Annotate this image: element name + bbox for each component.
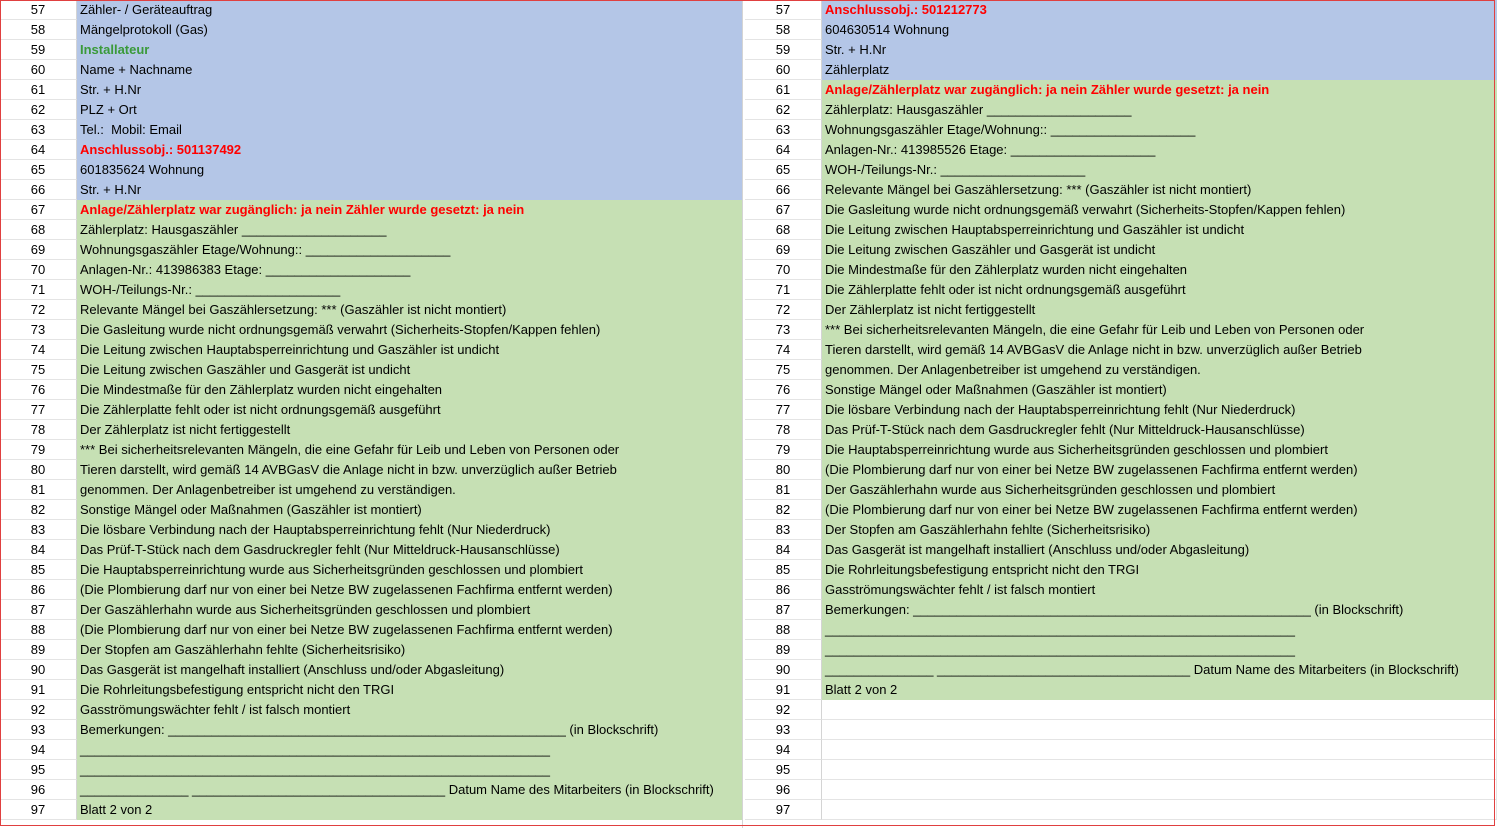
row-number[interactable]: 73 xyxy=(0,320,77,340)
sheet-row xyxy=(0,420,745,440)
sheet-row xyxy=(0,660,745,680)
row-number[interactable]: 57 xyxy=(0,0,77,20)
sheet-row xyxy=(0,160,745,180)
right-sheet-pane xyxy=(745,0,1497,820)
cell[interactable] xyxy=(822,740,1497,760)
cell[interactable]: Die Leitung zwischen Gaszähler und Gasgerät ist undicht xyxy=(822,240,1497,260)
cell[interactable]: Relevante Mängel bei Gaszählersetzung: *** (Gaszähler ist nicht montiert) xyxy=(822,180,1497,200)
cell[interactable]: Die Hauptabsperreinrichtung wurde aus Sicherheitsgründen geschlossen und plombiert xyxy=(77,560,745,580)
row-number[interactable]: 60 xyxy=(745,60,822,80)
row-number[interactable]: 71 xyxy=(745,280,822,300)
cell[interactable]: Die Leitung zwischen Hauptabsperreinrichtung und Gaszähler ist undicht xyxy=(822,220,1497,240)
row-number[interactable]: 80 xyxy=(745,460,822,480)
cell[interactable]: Bemerkungen: _______________________________________________________ (in Blockschrift) xyxy=(77,720,745,740)
row-number[interactable]: 69 xyxy=(0,240,77,260)
sheet-row xyxy=(0,20,745,40)
cell[interactable]: (Die Plombierung darf nur von einer bei Netze BW zugelassenen Fachfirma entfernt werden) xyxy=(77,620,745,640)
sheet-row xyxy=(745,720,1497,740)
row-number[interactable]: 59 xyxy=(745,40,822,60)
cell[interactable]: (Die Plombierung darf nur von einer bei Netze BW zugelassenen Fachfirma entfernt werden) xyxy=(822,460,1497,480)
row-number[interactable]: 96 xyxy=(0,780,77,800)
cell[interactable]: Str. + H.Nr xyxy=(822,40,1497,60)
cell[interactable]: Der Gaszählerhahn wurde aus Sicherheitsgründen geschlossen und plombiert xyxy=(77,600,745,620)
cell[interactable]: *** Bei sicherheitsrelevanten Mängeln, die eine Gefahr für Leib und Leben von Personen oder xyxy=(822,320,1497,340)
sheet-row xyxy=(745,800,1497,820)
sheet-row xyxy=(745,240,1497,260)
cell[interactable]: Der Zählerplatz ist nicht fertiggestellt xyxy=(822,300,1497,320)
row-number[interactable]: 88 xyxy=(745,620,822,640)
cell[interactable]: Der Gaszählerhahn wurde aus Sicherheitsgründen geschlossen und plombiert xyxy=(822,480,1497,500)
sheet-row xyxy=(745,20,1497,40)
cell[interactable]: Tel.: Mobil: Email xyxy=(77,120,745,140)
cell[interactable]: Die Zählerplatte fehlt oder ist nicht ordnungsgemäß ausgeführt xyxy=(77,400,745,420)
cell[interactable]: Die Leitung zwischen Hauptabsperreinrichtung und Gaszähler ist undicht xyxy=(77,340,745,360)
cell[interactable]: Anlage/Zählerplatz war zugänglich: ja nein Zähler wurde gesetzt: ja nein xyxy=(77,200,745,220)
sheet-row xyxy=(745,300,1497,320)
sheet-row xyxy=(0,320,745,340)
row-number[interactable]: 59 xyxy=(0,40,77,60)
row-number[interactable]: 81 xyxy=(745,480,822,500)
sheet-row xyxy=(745,40,1497,60)
sheet-row xyxy=(0,100,745,120)
row-number[interactable]: 66 xyxy=(745,180,822,200)
row-number[interactable]: 84 xyxy=(745,540,822,560)
sheet-row xyxy=(0,680,745,700)
row-number[interactable]: 86 xyxy=(745,580,822,600)
sheet-row xyxy=(0,620,745,640)
cell[interactable]: Sonstige Mängel oder Maßnahmen (Gaszähler ist montiert) xyxy=(77,500,745,520)
cell[interactable]: _________________________________________________________________ xyxy=(77,760,745,780)
cell[interactable]: genommen. Der Anlagenbetreiber ist umgehend zu verständigen. xyxy=(822,360,1497,380)
row-number[interactable]: 76 xyxy=(0,380,77,400)
row-number[interactable]: 88 xyxy=(0,620,77,640)
sheet-row xyxy=(0,600,745,620)
cell[interactable]: Tieren darstellt, wird gemäß 14 AVBGasV die Anlage nicht in bzw. unverzüglich außer Betrieb xyxy=(77,460,745,480)
row-number[interactable]: 71 xyxy=(0,280,77,300)
cell[interactable]: _______________ ___________________________________ Datum Name des Mitarbeiters (in Blockschrift) xyxy=(77,780,745,800)
sheet-row xyxy=(745,640,1497,660)
sheet-row xyxy=(745,460,1497,480)
sheet-row xyxy=(745,740,1497,760)
sheet-row xyxy=(745,540,1497,560)
sheet-row xyxy=(0,360,745,380)
row-number[interactable]: 92 xyxy=(745,700,822,720)
sheet-row xyxy=(745,560,1497,580)
row-number[interactable]: 93 xyxy=(0,720,77,740)
sheet-row xyxy=(0,560,745,580)
sheet-row xyxy=(745,0,1497,20)
row-number[interactable]: 62 xyxy=(745,100,822,120)
cell[interactable]: Name + Nachname xyxy=(77,60,745,80)
sheet-row xyxy=(745,580,1497,600)
cell[interactable]: 601835624 Wohnung xyxy=(77,160,745,180)
row-number[interactable]: 70 xyxy=(0,260,77,280)
sheet-row xyxy=(0,180,745,200)
cell[interactable]: Der Zählerplatz ist nicht fertiggestellt xyxy=(77,420,745,440)
sheet-row xyxy=(745,360,1497,380)
row-number[interactable]: 95 xyxy=(745,760,822,780)
row-number[interactable]: 68 xyxy=(745,220,822,240)
row-number[interactable]: 61 xyxy=(0,80,77,100)
sheet-row xyxy=(745,400,1497,420)
row-number[interactable]: 64 xyxy=(0,140,77,160)
cell[interactable]: Blatt 2 von 2 xyxy=(822,680,1497,700)
row-number[interactable]: 97 xyxy=(0,800,77,820)
row-number[interactable]: 82 xyxy=(745,500,822,520)
cell[interactable]: Die lösbare Verbindung nach der Hauptabsperreinrichtung fehlt (Nur Niederdruck) xyxy=(77,520,745,540)
row-number[interactable]: 60 xyxy=(0,60,77,80)
cell[interactable]: Die Leitung zwischen Gaszähler und Gasgerät ist undicht xyxy=(77,360,745,380)
row-number[interactable]: 70 xyxy=(745,260,822,280)
sheet-row xyxy=(745,140,1497,160)
row-number[interactable]: 89 xyxy=(745,640,822,660)
sheet-row xyxy=(0,460,745,480)
cell[interactable]: Gasströmungswächter fehlt / ist falsch montiert xyxy=(822,580,1497,600)
row-number[interactable]: 63 xyxy=(745,120,822,140)
sheet-row xyxy=(745,80,1497,100)
cell[interactable]: Anschlussobj.: 501212773 xyxy=(822,0,1497,20)
sheet-row xyxy=(745,680,1497,700)
row-number[interactable]: 94 xyxy=(745,740,822,760)
row-number[interactable]: 72 xyxy=(0,300,77,320)
row-number[interactable]: 96 xyxy=(745,780,822,800)
row-number[interactable]: 72 xyxy=(745,300,822,320)
row-number[interactable]: 93 xyxy=(745,720,822,740)
row-number[interactable]: 80 xyxy=(0,460,77,480)
sheet-row xyxy=(0,760,745,780)
cell[interactable] xyxy=(822,700,1497,720)
sheet-row xyxy=(0,540,745,560)
row-number[interactable]: 97 xyxy=(745,800,822,820)
row-number[interactable]: 58 xyxy=(0,20,77,40)
row-number[interactable]: 81 xyxy=(0,480,77,500)
sheet-row xyxy=(0,500,745,520)
cell[interactable]: _________________________________________________________________ xyxy=(822,620,1497,640)
cell[interactable]: WOH-/Teilungs-Nr.: ____________________ xyxy=(77,280,745,300)
sheet-row xyxy=(0,80,745,100)
sheet-row xyxy=(0,800,745,820)
cell[interactable]: Blatt 2 von 2 xyxy=(77,800,745,820)
sheet-row xyxy=(745,120,1497,140)
cell[interactable]: Der Stopfen am Gaszählerhahn fehlte (Sicherheitsrisiko) xyxy=(77,640,745,660)
cell[interactable]: _________________________________________________________________ xyxy=(77,740,745,760)
row-number[interactable]: 65 xyxy=(0,160,77,180)
sheet-row xyxy=(745,600,1497,620)
cell[interactable] xyxy=(822,720,1497,740)
row-number[interactable]: 92 xyxy=(0,700,77,720)
row-number[interactable]: 74 xyxy=(745,340,822,360)
row-number[interactable]: 85 xyxy=(745,560,822,580)
cell[interactable]: Bemerkungen: _______________________________________________________ (in Blockschrift) xyxy=(822,600,1497,620)
row-number[interactable]: 83 xyxy=(745,520,822,540)
sheet-row xyxy=(745,700,1497,720)
row-number[interactable]: 91 xyxy=(745,680,822,700)
row-number[interactable]: 69 xyxy=(745,240,822,260)
sheet-row xyxy=(745,100,1497,120)
row-number[interactable]: 63 xyxy=(0,120,77,140)
sheet-row xyxy=(0,340,745,360)
row-number[interactable]: 86 xyxy=(0,580,77,600)
cell[interactable]: Der Stopfen am Gaszählerhahn fehlte (Sicherheitsrisiko) xyxy=(822,520,1497,540)
row-number[interactable]: 67 xyxy=(745,200,822,220)
row-number[interactable]: 90 xyxy=(0,660,77,680)
row-number[interactable]: 67 xyxy=(0,200,77,220)
sheet-row xyxy=(745,220,1497,240)
sheet-row xyxy=(0,780,745,800)
sheet-row xyxy=(745,520,1497,540)
cell[interactable]: Wohnungsgaszähler Etage/Wohnung:: ____________________ xyxy=(822,120,1497,140)
row-number[interactable]: 74 xyxy=(0,340,77,360)
row-number[interactable]: 79 xyxy=(0,440,77,460)
cell[interactable]: Zählerplatz: Hausgaszähler ____________________ xyxy=(822,100,1497,120)
sheet-row xyxy=(0,40,745,60)
sheet-row xyxy=(745,280,1497,300)
cell[interactable]: Anschlussobj.: 501137492 xyxy=(77,140,745,160)
sheet-row xyxy=(0,440,745,460)
row-number[interactable]: 94 xyxy=(0,740,77,760)
cell[interactable]: WOH-/Teilungs-Nr.: ____________________ xyxy=(822,160,1497,180)
row-number[interactable]: 77 xyxy=(745,400,822,420)
cell[interactable]: Anlagen-Nr.: 413985526 Etage: ____________________ xyxy=(822,140,1497,160)
cell[interactable]: Das Gasgerät ist mangelhaft installiert (Anschluss und/oder Abgasleitung) xyxy=(77,660,745,680)
cell[interactable]: Relevante Mängel bei Gaszählersetzung: *** (Gaszähler ist nicht montiert) xyxy=(77,300,745,320)
cell[interactable]: Zählerplatz: Hausgaszähler ____________________ xyxy=(77,220,745,240)
row-number[interactable]: 91 xyxy=(0,680,77,700)
cell[interactable]: Anlage/Zählerplatz war zugänglich: ja nein Zähler wurde gesetzt: ja nein xyxy=(822,80,1497,100)
cell[interactable]: Tieren darstellt, wird gemäß 14 AVBGasV die Anlage nicht in bzw. unverzüglich außer Betrieb xyxy=(822,340,1497,360)
cell[interactable]: genommen. Der Anlagenbetreiber ist umgehend zu verständigen. xyxy=(77,480,745,500)
sheet-row xyxy=(745,260,1497,280)
cell[interactable]: *** Bei sicherheitsrelevanten Mängeln, die eine Gefahr für Leib und Leben von Personen oder xyxy=(77,440,745,460)
cell[interactable]: Gasströmungswächter fehlt / ist falsch montiert xyxy=(77,700,745,720)
row-number[interactable]: 77 xyxy=(0,400,77,420)
cell[interactable]: Sonstige Mängel oder Maßnahmen (Gaszähler ist montiert) xyxy=(822,380,1497,400)
cell[interactable] xyxy=(822,800,1497,820)
cell[interactable]: Die Gasleitung wurde nicht ordnungsgemäß verwahrt (Sicherheits-Stopfen/Kappen fehlen) xyxy=(822,200,1497,220)
cell[interactable]: (Die Plombierung darf nur von einer bei Netze BW zugelassenen Fachfirma entfernt werden) xyxy=(77,580,745,600)
row-number[interactable]: 64 xyxy=(745,140,822,160)
cell[interactable] xyxy=(822,760,1497,780)
sheet-row xyxy=(745,760,1497,780)
cell[interactable]: Die lösbare Verbindung nach der Hauptabsperreinrichtung fehlt (Nur Niederdruck) xyxy=(822,400,1497,420)
sheet-row xyxy=(745,660,1497,680)
sheet-row xyxy=(745,60,1497,80)
row-number[interactable]: 95 xyxy=(0,760,77,780)
cell[interactable] xyxy=(822,780,1497,800)
sheet-row xyxy=(745,160,1497,180)
cell[interactable]: Die Zählerplatte fehlt oder ist nicht ordnungsgemäß ausgeführt xyxy=(822,280,1497,300)
row-number[interactable]: 61 xyxy=(745,80,822,100)
cell[interactable]: 604630514 Wohnung xyxy=(822,20,1497,40)
row-number[interactable]: 66 xyxy=(0,180,77,200)
row-number[interactable]: 78 xyxy=(0,420,77,440)
cell[interactable]: Die Mindestmaße für den Zählerplatz wurden nicht eingehalten xyxy=(822,260,1497,280)
row-number[interactable]: 85 xyxy=(0,560,77,580)
row-number[interactable]: 78 xyxy=(745,420,822,440)
cell[interactable]: Str. + H.Nr xyxy=(77,180,745,200)
sheet-row xyxy=(0,640,745,660)
row-number[interactable]: 87 xyxy=(745,600,822,620)
row-number[interactable]: 65 xyxy=(745,160,822,180)
row-number[interactable]: 79 xyxy=(745,440,822,460)
sheet-row xyxy=(745,380,1497,400)
cell[interactable]: PLZ + Ort xyxy=(77,100,745,120)
sheet-row xyxy=(745,340,1497,360)
sheet-row xyxy=(0,700,745,720)
sheet-row xyxy=(0,720,745,740)
row-number[interactable]: 58 xyxy=(745,20,822,40)
cell[interactable]: (Die Plombierung darf nur von einer bei Netze BW zugelassenen Fachfirma entfernt werden) xyxy=(822,500,1497,520)
sheet-row xyxy=(0,280,745,300)
cell[interactable]: Die Rohrleitungsbefestigung entspricht nicht den TRGI xyxy=(77,680,745,700)
cell[interactable]: Das Gasgerät ist mangelhaft installiert (Anschluss und/oder Abgasleitung) xyxy=(822,540,1497,560)
sheet-row xyxy=(0,220,745,240)
cell[interactable]: Anlagen-Nr.: 413986383 Etage: ____________________ xyxy=(77,260,745,280)
cell[interactable]: Zählerplatz xyxy=(822,60,1497,80)
row-number[interactable]: 57 xyxy=(745,0,822,20)
row-number[interactable]: 82 xyxy=(0,500,77,520)
sheet-row xyxy=(745,780,1497,800)
sheet-row xyxy=(0,520,745,540)
cell[interactable]: Das Prüf-T-Stück nach dem Gasdruckregler fehlt (Nur Mitteldruck-Hausanschlüsse) xyxy=(77,540,745,560)
row-number[interactable]: 84 xyxy=(0,540,77,560)
row-number[interactable]: 87 xyxy=(0,600,77,620)
sheet-row xyxy=(0,580,745,600)
sheet-row xyxy=(0,60,745,80)
sheet-row xyxy=(745,320,1497,340)
sheet-row xyxy=(0,480,745,500)
sheet-row xyxy=(745,620,1497,640)
sheet-row xyxy=(745,440,1497,460)
row-number[interactable]: 90 xyxy=(745,660,822,680)
cell[interactable]: Die Mindestmaße für den Zählerplatz wurden nicht eingehalten xyxy=(77,380,745,400)
sheet-row xyxy=(0,200,745,220)
row-number[interactable]: 83 xyxy=(0,520,77,540)
cell[interactable]: Die Rohrleitungsbefestigung entspricht nicht den TRGI xyxy=(822,560,1497,580)
cell[interactable]: Das Prüf-T-Stück nach dem Gasdruckregler fehlt (Nur Mitteldruck-Hausanschlüsse) xyxy=(822,420,1497,440)
cell[interactable]: _______________ ___________________________________ Datum Name des Mitarbeiters (in Blockschrift) xyxy=(822,660,1497,680)
row-number[interactable]: 68 xyxy=(0,220,77,240)
cell[interactable]: Wohnungsgaszähler Etage/Wohnung:: ____________________ xyxy=(77,240,745,260)
row-number[interactable]: 62 xyxy=(0,100,77,120)
cell[interactable]: Installateur xyxy=(77,40,745,60)
cell[interactable]: _________________________________________________________________ xyxy=(822,640,1497,660)
sheet-row xyxy=(0,260,745,280)
row-number[interactable]: 75 xyxy=(0,360,77,380)
sheet-row xyxy=(0,120,745,140)
sheet-row xyxy=(0,740,745,760)
sheet-row xyxy=(0,240,745,260)
row-number[interactable]: 75 xyxy=(745,360,822,380)
cell[interactable]: Die Hauptabsperreinrichtung wurde aus Sicherheitsgründen geschlossen und plombiert xyxy=(822,440,1497,460)
sheet-row xyxy=(745,420,1497,440)
sheet-row xyxy=(745,200,1497,220)
sheet-row xyxy=(745,480,1497,500)
cell[interactable]: Mängelprotokoll (Gas) xyxy=(77,20,745,40)
cell[interactable]: Zähler- / Geräteauftrag xyxy=(77,0,745,20)
sheet-row xyxy=(745,500,1497,520)
row-number[interactable]: 73 xyxy=(745,320,822,340)
row-number[interactable]: 89 xyxy=(0,640,77,660)
row-number[interactable]: 76 xyxy=(745,380,822,400)
cell[interactable]: Str. + H.Nr xyxy=(77,80,745,100)
left-sheet-pane xyxy=(0,0,745,820)
cell[interactable]: Die Gasleitung wurde nicht ordnungsgemäß verwahrt (Sicherheits-Stopfen/Kappen fehlen) xyxy=(77,320,745,340)
sheet-row xyxy=(745,180,1497,200)
sheet-row xyxy=(0,0,745,20)
sheet-row xyxy=(0,400,745,420)
sheet-row xyxy=(0,300,745,320)
sheet-row xyxy=(0,380,745,400)
sheet-row xyxy=(0,140,745,160)
